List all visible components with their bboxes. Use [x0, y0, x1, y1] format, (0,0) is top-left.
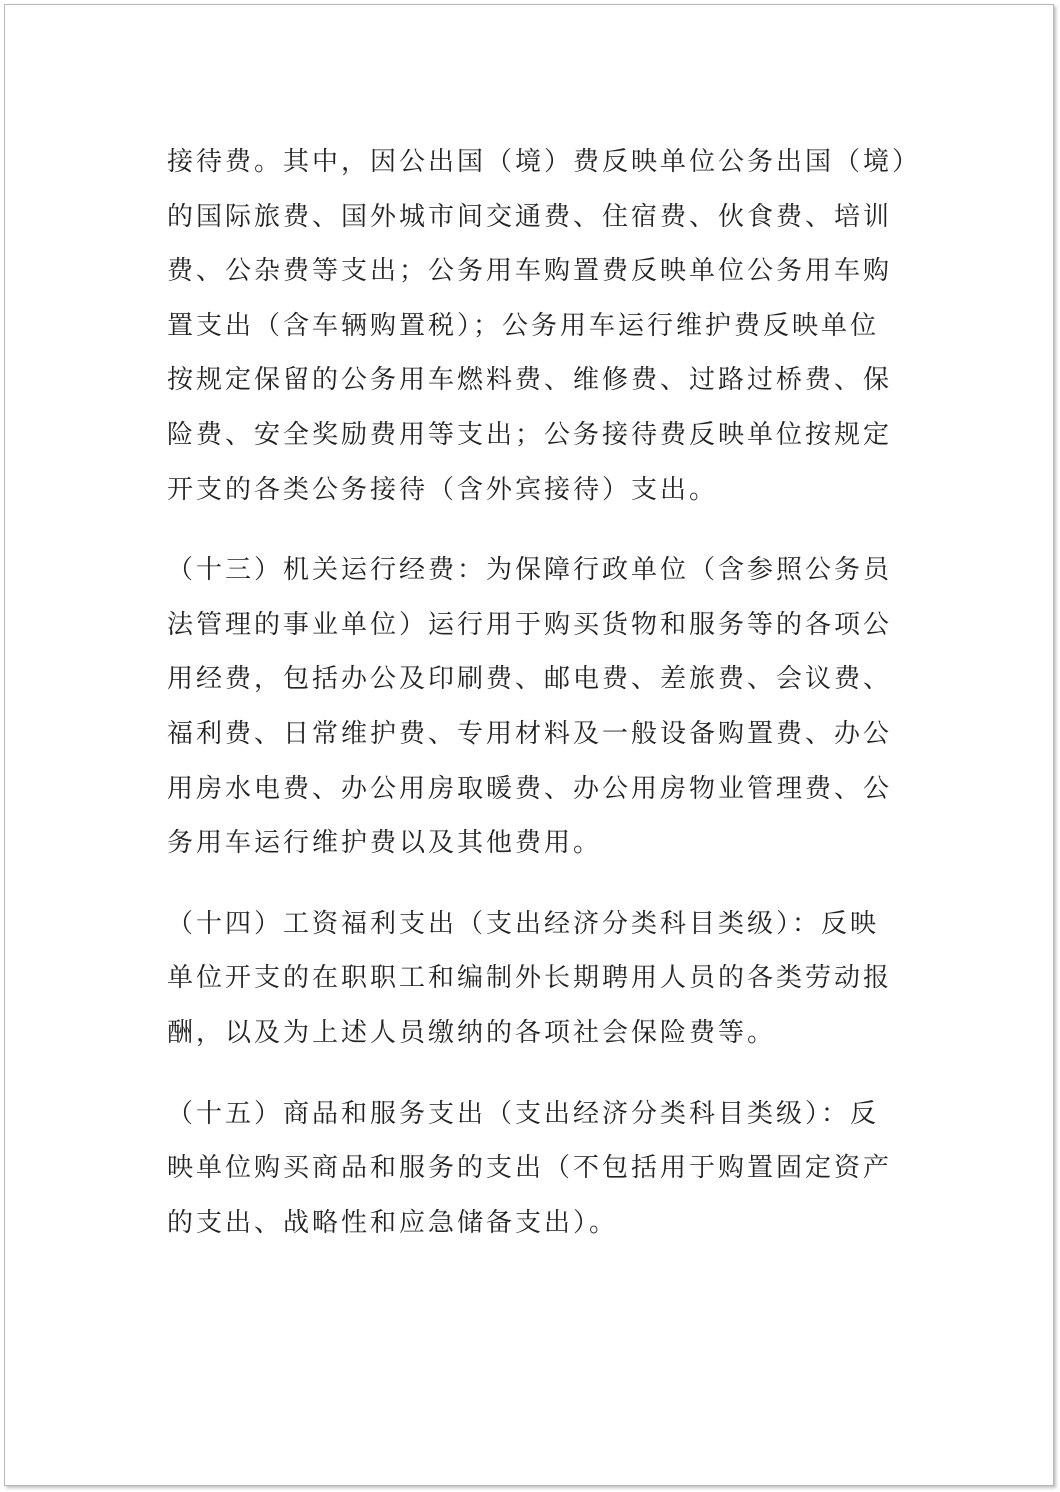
- paragraph-section-13: [167, 543, 927, 871]
- text-line: 按规定保留的公务用车燃料费、维修费、过路过桥费、保: [167, 365, 893, 396]
- document-body: [167, 135, 927, 1250]
- paragraph-section-15: [167, 1087, 927, 1251]
- paragraph-spacer: [167, 517, 927, 543]
- text-line: 险费、安全奖励费用等支出；公务接待费反映单位按规定: [167, 419, 893, 450]
- document-page: [4, 4, 1054, 1486]
- text-line: 法管理的事业单位）运行用于购买货物和服务等的各项公: [167, 609, 893, 640]
- text-line: 务用车运行维护费以及其他费用。: [167, 828, 603, 859]
- text-line: 福利费、日常维护费、专用材料及一般设备购置费、办公: [167, 718, 893, 749]
- text-line: 费、公杂费等支出；公务用车购置费反映单位公务用车购: [167, 256, 893, 287]
- paragraph-reception-expenses: [167, 135, 927, 517]
- text-line: 用经费，包括办公及印刷费、邮电费、差旅费、会议费、: [167, 664, 893, 695]
- text-line: 接待费。其中，因公出国（境）费反映单位公务出国（境）: [167, 147, 922, 177]
- paragraph-spacer: [167, 1061, 927, 1087]
- text-line: （十四）工资福利支出（支出经济分类科目类级）：反映: [167, 908, 880, 939]
- paragraph-section-14: [167, 897, 927, 1061]
- text-line: （十五）商品和服务支出（支出经济分类科目类级）：反: [167, 1098, 880, 1129]
- text-line: 的支出、战略性和应急储备支出）。: [167, 1207, 619, 1238]
- paragraph-spacer: [167, 871, 927, 897]
- text-line: 酬，以及为上述人员缴纳的各项社会保险费等。: [167, 1017, 777, 1048]
- text-line: 用房水电费、办公用房取暖费、办公用房物业管理费、公: [167, 773, 893, 804]
- text-line: 置支出（含车辆购置税）；公务用车运行维护费反映单位: [167, 310, 880, 341]
- text-line: 映单位购买商品和服务的支出（不包括用于购置固定资产: [167, 1153, 893, 1184]
- text-line: 单位开支的在职职工和编制外长期聘用人员的各类劳动报: [167, 963, 893, 994]
- text-line: 的国际旅费、国外城市间交通费、住宿费、伙食费、培训: [167, 201, 893, 232]
- text-line: （十三）机关运行经费：为保障行政单位（含参照公务员: [167, 555, 893, 586]
- text-line: 开支的各类公务接待（含外宾接待）支出。: [167, 474, 719, 505]
